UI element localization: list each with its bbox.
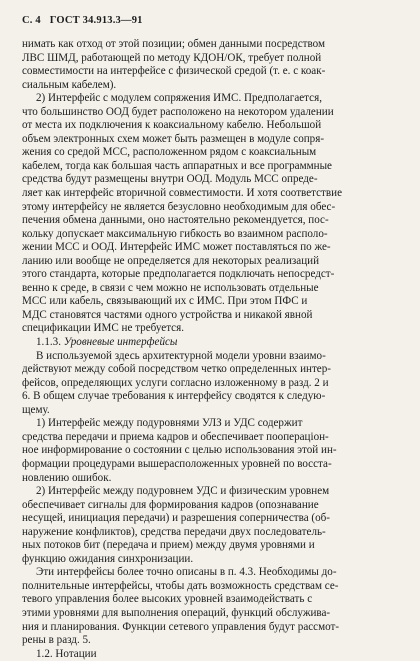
- text-line: совместимости на интерфейсе с физической средой (т. е. с коак-: [22, 65, 326, 78]
- text-line: 2) Интерфейс с модулем сопряжения ИМС. Предполагается,: [36, 92, 322, 105]
- text-line: рены в разд. 5.: [22, 634, 91, 647]
- text-line: ных потоков бит (передача и прием) между двумя уровнями и: [22, 539, 315, 552]
- text-line: МСС или кабель, связывающий их с ИМС. При этом ПФС и: [22, 295, 308, 308]
- text-line: спецификации ИМС не требуется.: [22, 322, 184, 335]
- text-line: функцию ожидания синхронизации.: [22, 552, 194, 565]
- text-line: кольку допускает максимальную гибкость во взаимном располо-: [22, 227, 328, 240]
- text-line: этому интерфейсу не является безусловно необходимым для обес-: [22, 200, 336, 213]
- text-line: МДС становятся частями одного устройства и никакой явной: [22, 308, 313, 321]
- text-line: объем электронных схем может быть размещен в модуле сопря-: [22, 132, 325, 145]
- text-line: 2) Интерфейс между подуровнем УДС и физическим уровнем: [36, 485, 330, 498]
- text-line: жении МСС и ООД. Интерфейс ИМС может поставляться по же-: [22, 241, 331, 254]
- text-line: жения со средой МСС, расположенном рядом с коаксиальным: [22, 146, 317, 159]
- text-line: сиальным кабелем).: [22, 78, 117, 91]
- text-line: фейсов, определяющих услуги согласно изложенному в разд. 2 и: [22, 376, 329, 389]
- text-line: формации процедурами вышерасположенных уровней по восста-: [22, 457, 332, 470]
- text-line: 1.2. Нотации: [36, 647, 97, 660]
- text-line: этими уровнями для выполнения операций, функций обслужива-: [22, 606, 331, 619]
- text-line: средства передачи и приема кадров и обеспечивает поопераціон-: [22, 430, 329, 443]
- text-line: средства будут размещены внутри ООД. Модуль МСС опреде-: [22, 173, 318, 186]
- text-line: В используемой здесь архитектурной модели уровни взаимо-: [36, 349, 326, 362]
- text-line: ное информирование о состоянии с целью использования этой ин-: [22, 444, 337, 457]
- text-line: ЛВС ШМД, работающей по методу КДОН/ОК, требует полной: [22, 51, 322, 64]
- text-line: венно к среде, в связи с чем можно не использовать отдельные: [22, 281, 319, 294]
- document-body: [22, 38, 400, 661]
- text-line: ланию или вообще не определяется для некоторых реализаций: [22, 254, 320, 267]
- text-line: что большинство ООД будет расположено на некотором удалении: [22, 105, 334, 118]
- text-line: полнительные интерфейсы, чтобы дать возможность средствам се-: [22, 579, 339, 592]
- text-line: 1) Интерфейс между подуровнями УЛЗ и УДС содержит: [36, 417, 303, 430]
- section-title: Уровневые интерфейсы: [63, 336, 178, 349]
- text-line: ния и планирования. Функции сетевого управления будут рассмот-: [22, 620, 340, 633]
- text-line: щему.: [22, 403, 50, 416]
- text-line: новлению ошибок.: [22, 471, 112, 484]
- text-line: тевого управления более высоких уровней взаимодействать с: [22, 593, 313, 606]
- section-number: 1.1.3.: [36, 336, 64, 349]
- text-line: печения обмена данными, оно настоятельно рекомендуется, пос-: [22, 214, 329, 227]
- text-line: кабелем, тогда как большая часть аппаратных и все программные: [22, 159, 332, 172]
- text-line: от места их подключения к коаксиальному кабелю. Небольшой: [22, 119, 322, 132]
- text-line: [22, 336, 400, 350]
- page-number: С. 4: [22, 15, 41, 26]
- text-line: действуют между собой посредством четко определенных интер-: [22, 363, 331, 376]
- text-line: наружение конфликтов), средства передачи двух последователь-: [22, 525, 326, 538]
- text-line: несущей, инициация передачи) и разрешения соперничества (об-: [22, 512, 330, 525]
- text-line: нимать как отход от этой позиции; обмен данными посредством: [22, 38, 325, 50]
- text-line: обеспечивает сигналы для формирования кадров (опознавание: [22, 498, 319, 511]
- text-line: ляет как интерфейс вторичной совместимости. И хотя соответствие: [22, 187, 343, 200]
- page-header: [22, 15, 149, 26]
- text-line: 6. В общем случае требования к интерфейсу сводятся к следую-: [22, 390, 326, 403]
- text-line: этого стандарта, которые предполагается подключать непосредст-: [22, 268, 335, 281]
- standard-designation: ГОСТ 34.913.3—91: [49, 15, 143, 26]
- text-line: Эти интерфейсы более точно описаны в п. 4.3. Необходимы до-: [36, 566, 337, 579]
